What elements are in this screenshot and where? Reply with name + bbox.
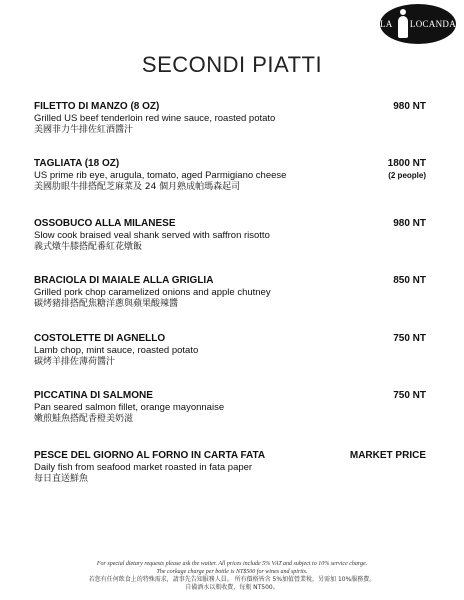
menu-item (34, 389, 426, 425)
footer-chinese-line: 若您有任何飲食上的特殊需求，請事先告知服務人員。 所有價格皆含 5%加值營業稅，另需加 10%服務費。 (88, 576, 376, 583)
item-name: BRACIOLA DI MAIALE ALLA GRIGLIA (34, 275, 214, 286)
item-price: 1800 NT (387, 158, 426, 169)
item-chinese-name: 義式燉牛膝搭配番紅花燉飯 (34, 242, 143, 252)
item-price: 850 NT (393, 275, 426, 286)
footer-english-line: For special dietary requests please ask the waiter. All prices include 5% VAT and subject to 10% service charge. (96, 561, 368, 567)
menu-item (34, 332, 426, 368)
chef-figure-icon (396, 9, 407, 39)
item-chinese-name: 碳烤羊排佐薄荷醬汁 (34, 357, 116, 367)
item-description: Grilled pork chop caramelized onions and apple chutney (34, 287, 271, 298)
menu-item (34, 217, 426, 253)
footer-english-line: The corkage charge per bottle is NT$500 for wines and spirits. (156, 568, 308, 575)
item-chinese-name: 美國肋眼牛排搭配芝麻菜及 24 個月熟成帕瑪森起司 (34, 182, 241, 192)
menu-item (34, 274, 426, 310)
item-name: OSSOBUCO ALLA MILANESE (34, 218, 176, 229)
restaurant-logo (380, 4, 456, 44)
menu-item (34, 100, 426, 136)
item-price-note: (2 people) (388, 171, 426, 180)
logo-text-left: LA (380, 19, 393, 29)
item-name: PESCE DEL GIORNO AL FORNO IN CARTA FATA (34, 450, 266, 461)
logo-text-right: LOCANDA (409, 19, 456, 29)
item-name: PICCATINA DI SALMONE (34, 390, 153, 401)
item-description: Pan seared salmon fillet, orange mayonnaise (34, 402, 225, 413)
item-price: 980 NT (393, 218, 426, 229)
item-price: 980 NT (393, 101, 426, 112)
item-price: MARKET PRICE (349, 450, 426, 461)
item-name: FILETTO DI MANZO (8 OZ) (34, 101, 160, 112)
item-description: Lamb chop, mint sauce, roasted potato (34, 345, 199, 356)
item-chinese-name: 每日直送鮮魚 (34, 474, 89, 484)
item-chinese-name: 碳烤豬排搭配焦糖洋蔥與蘋果酸辣醬 (34, 299, 179, 309)
item-description: Slow cook braised veal shank served with saffron risotto (34, 230, 270, 241)
item-price: 750 NT (393, 333, 426, 344)
item-chinese-name: 美國菲力牛排佐紅酒醬汁 (34, 125, 134, 135)
item-chinese-name: 嫩煎鮭魚搭配香橙美奶滋 (34, 414, 134, 424)
menu-item (34, 157, 426, 193)
menu-item (34, 449, 426, 485)
item-description: US prime rib eye, arugula, tomato, aged Parmigiano cheese (34, 170, 287, 181)
footer-chinese-line: 自備酒水以瓶收費，每瓶 NT500。 (185, 583, 279, 591)
page-title: SECONDI PIATTI (141, 52, 323, 77)
item-description: Daily fish from seafood market roasted in fata paper (34, 462, 253, 473)
item-name: COSTOLETTE DI AGNELLO (34, 333, 166, 344)
item-description: Grilled US beef tenderloin red wine sauce, roasted potato (34, 113, 276, 124)
footer-notes (0, 561, 464, 591)
item-name: TAGLIATA (18 OZ) (34, 158, 120, 169)
item-price: 750 NT (393, 390, 426, 401)
